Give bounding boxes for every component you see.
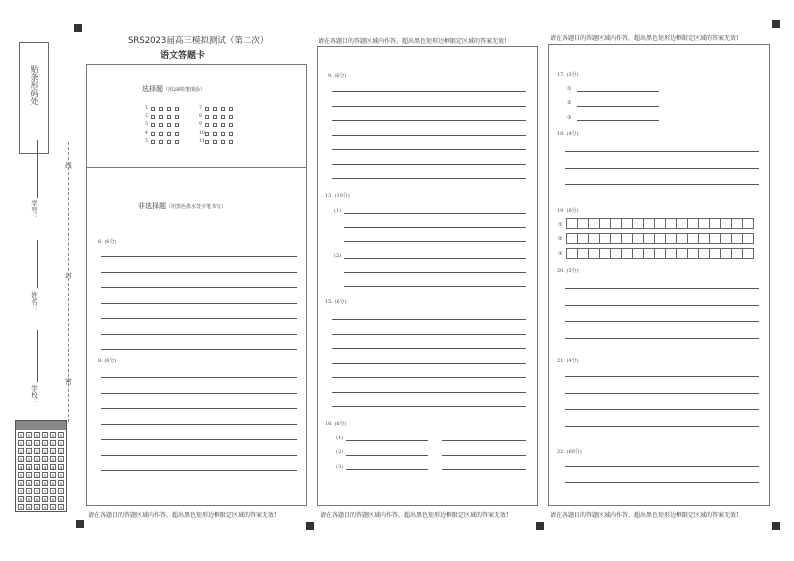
- option-bubble-b[interactable]: [159, 140, 163, 144]
- answer-line[interactable]: [344, 213, 526, 214]
- exam-digit-bubble[interactable]: 1: [59, 441, 63, 446]
- exam-digit-bubble[interactable]: 1: [43, 441, 47, 446]
- exam-digit-bubble[interactable]: 8: [35, 497, 39, 502]
- exam-digit-bubble[interactable]: 5: [19, 473, 23, 478]
- answer-line[interactable]: [346, 455, 428, 456]
- option-bubble-c[interactable]: [167, 107, 171, 111]
- option-bubble-a[interactable]: [151, 107, 155, 111]
- question-number-3: 3: [145, 122, 148, 128]
- option-bubble-c[interactable]: [167, 140, 171, 144]
- answer-line[interactable]: [101, 287, 297, 288]
- option-bubble-a[interactable]: [151, 123, 155, 127]
- q17-part3: ③: [567, 115, 572, 121]
- answer-line[interactable]: [101, 408, 297, 409]
- question-number-7: 7: [199, 106, 202, 111]
- option-bubble-b[interactable]: [213, 115, 217, 119]
- alignment-mark: [74, 24, 82, 32]
- q21-label: 21. (4分): [557, 358, 579, 364]
- option-bubble-b[interactable]: [159, 107, 163, 111]
- exam-digit-bubble[interactable]: 7: [19, 489, 23, 494]
- q6-label: 6. (6分): [98, 239, 117, 245]
- exam-digit-bubble[interactable]: 3: [27, 457, 31, 462]
- answer-line[interactable]: [101, 272, 297, 273]
- question-number-2: 2: [145, 114, 148, 120]
- warning-col2-top: 请在各题目的答题区域内作答，超出黑色矩形边框限定区域的答案无效!: [318, 38, 507, 45]
- answer-line[interactable]: [565, 426, 759, 427]
- alignment-mark: [536, 522, 544, 530]
- exam-digit-bubble[interactable]: 0: [59, 433, 63, 438]
- exam-digit-bubble[interactable]: 8: [27, 497, 31, 502]
- answer-line[interactable]: [332, 348, 526, 349]
- exam-digit-bubble[interactable]: 2: [19, 449, 23, 454]
- exam-digit-bubble[interactable]: 0: [51, 433, 55, 438]
- q13-part2: (2): [334, 253, 342, 259]
- question-number-1: 1: [145, 106, 148, 111]
- q20-label: 20. (5分): [557, 268, 579, 274]
- exam-digit-bubble[interactable]: 7: [59, 489, 63, 494]
- question-number-11: 11: [199, 138, 205, 144]
- answer-line[interactable]: [101, 334, 297, 335]
- char-cell[interactable]: [742, 218, 754, 229]
- answer-line[interactable]: [332, 406, 526, 407]
- exam-digit-bubble[interactable]: 2: [43, 449, 47, 454]
- answer-line[interactable]: [332, 120, 526, 121]
- answer-line[interactable]: [565, 288, 759, 289]
- answer-line[interactable]: [332, 363, 526, 364]
- answer-line[interactable]: [101, 424, 297, 425]
- alignment-mark: [772, 20, 780, 28]
- exam-digit-bubble[interactable]: 6: [19, 481, 23, 486]
- option-bubble-a[interactable]: [205, 115, 209, 119]
- answer-line[interactable]: [101, 439, 297, 440]
- answer-line[interactable]: [565, 168, 759, 169]
- exam-digit-bubble[interactable]: 0: [27, 433, 31, 438]
- answer-line[interactable]: [577, 91, 659, 92]
- warning-col3-top: 请在各题目的答题区域内作答，超出黑色矩形边框限定区域的答案无效!: [550, 35, 739, 42]
- warning-col3-bottom: 请在各题目的答题区域内作答，超出黑色矩形边框限定区域的答案无效!: [550, 512, 739, 519]
- question-number-8: 8: [199, 114, 202, 120]
- exam-digit-bubble[interactable]: 4: [59, 465, 63, 470]
- exam-digit-bubble[interactable]: 4: [43, 465, 47, 470]
- option-bubble-c[interactable]: [167, 115, 171, 119]
- alignment-mark: [76, 520, 84, 528]
- answer-line[interactable]: [442, 440, 526, 441]
- seal-xian: 线: [64, 162, 72, 169]
- char-grid-row[interactable]: [566, 248, 753, 259]
- alignment-mark: [306, 522, 314, 530]
- student-id-line[interactable]: [37, 140, 38, 198]
- option-bubble-b[interactable]: [159, 115, 163, 119]
- nonchoice-hint: （用黑色墨水签字笔书写）: [166, 204, 227, 210]
- answer-line[interactable]: [565, 393, 759, 394]
- choice-divider: [87, 167, 306, 168]
- char-grid-row[interactable]: [566, 233, 753, 244]
- seal-feng: 封: [64, 272, 72, 279]
- answer-line[interactable]: [101, 303, 297, 304]
- answer-line[interactable]: [101, 393, 297, 394]
- exam-digit-bubble[interactable]: 1: [19, 441, 23, 446]
- q16-part3: (3): [336, 464, 344, 470]
- exam-digit-bubble[interactable]: 6: [27, 481, 31, 486]
- answer-line[interactable]: [577, 120, 659, 121]
- q17-part1: ①: [567, 86, 572, 92]
- alignment-mark: [772, 522, 780, 530]
- exam-digit-bubble[interactable]: 8: [19, 497, 23, 502]
- school-label: 学校：: [30, 385, 38, 405]
- option-bubble-a[interactable]: [205, 140, 209, 144]
- option-bubble-c[interactable]: [221, 140, 225, 144]
- option-bubble-b[interactable]: [213, 140, 217, 144]
- option-bubble-c[interactable]: [167, 123, 171, 127]
- answer-panel-2: [317, 46, 538, 506]
- name-label: 姓名：: [30, 292, 38, 312]
- option-bubble-d[interactable]: [175, 115, 179, 119]
- warning-col1: 请在各题目的答题区域内作答，超出黑色矩形边框限定区域的答案无效!: [88, 512, 277, 519]
- exam-digit-bubble[interactable]: 0: [43, 433, 47, 438]
- exam-digit-bubble[interactable]: 1: [35, 441, 39, 446]
- exam-digit-bubble[interactable]: 7: [35, 489, 39, 494]
- answer-line[interactable]: [442, 469, 526, 470]
- answer-line[interactable]: [332, 106, 526, 107]
- q16-part2: (2): [336, 449, 344, 455]
- q9-label: 9. (6分): [328, 73, 347, 79]
- q13-part1: (1): [334, 208, 342, 214]
- q16-label: 16. (6分): [325, 421, 347, 427]
- option-bubble-d[interactable]: [229, 115, 233, 119]
- answer-line[interactable]: [565, 305, 759, 306]
- exam-digit-bubble[interactable]: 7: [51, 489, 55, 494]
- exam-digit-bubble[interactable]: 4: [27, 465, 31, 470]
- answer-line[interactable]: [101, 377, 297, 378]
- option-bubble-b[interactable]: [213, 123, 217, 127]
- exam-digit-bubble[interactable]: 7: [43, 489, 47, 494]
- option-bubble-a[interactable]: [151, 140, 155, 144]
- exam-digit-bubble[interactable]: 8: [59, 497, 63, 502]
- choice-title: [142, 84, 205, 94]
- question-number-10: 10: [199, 130, 205, 136]
- answer-line[interactable]: [332, 149, 526, 150]
- option-bubble-d[interactable]: [175, 107, 179, 111]
- answer-line[interactable]: [565, 184, 759, 185]
- answer-line[interactable]: [344, 272, 526, 273]
- answer-line[interactable]: [442, 455, 526, 456]
- answer-line[interactable]: [332, 91, 526, 92]
- answer-line[interactable]: [565, 338, 759, 339]
- q16-part1: (1): [336, 435, 344, 441]
- answer-line[interactable]: [344, 258, 526, 259]
- answer-line[interactable]: [332, 135, 526, 136]
- answer-line[interactable]: [565, 321, 759, 322]
- answer-line[interactable]: [332, 377, 526, 378]
- question-number-9: 9: [199, 122, 202, 128]
- exam-digit-bubble[interactable]: 6: [59, 481, 63, 486]
- exam-digit-bubble[interactable]: 8: [43, 497, 47, 502]
- name-line[interactable]: [37, 240, 38, 288]
- exam-digit-bubble[interactable]: 5: [27, 473, 31, 478]
- q19-part2: ②: [558, 236, 563, 242]
- exam-digit-bubble[interactable]: 5: [35, 473, 39, 478]
- answer-line[interactable]: [344, 286, 526, 287]
- student-id-label: 学号：: [30, 200, 38, 220]
- exam-digit-bubble[interactable]: 4: [35, 465, 39, 470]
- school-line[interactable]: [37, 330, 38, 382]
- exam-digit-bubble[interactable]: 3: [43, 457, 47, 462]
- char-grid-row[interactable]: [566, 218, 753, 229]
- q19-part1: ①: [558, 222, 563, 228]
- q13-label: 13. (10分): [325, 193, 350, 199]
- q18-label: 18. (4分): [557, 131, 579, 137]
- exam-digit-bubble[interactable]: 9: [51, 505, 55, 510]
- exam-digit-bubble[interactable]: 9: [35, 505, 39, 510]
- answer-line[interactable]: [332, 334, 526, 335]
- warning-col2-bottom: 请在各题目的答题区域内作答，超出黑色矩形边框限定区域的答案无效!: [320, 512, 509, 519]
- choice-hint: （用2B铅笔填涂）: [163, 87, 205, 93]
- answer-panel-3: [548, 44, 770, 506]
- q22-label: 22. (60分): [557, 449, 582, 455]
- option-bubble-c[interactable]: [221, 107, 225, 111]
- char-cell[interactable]: [742, 233, 754, 244]
- option-bubble-d[interactable]: [175, 140, 179, 144]
- answer-line[interactable]: [577, 106, 659, 107]
- exam-digit-bubble[interactable]: 0: [19, 433, 23, 438]
- exam-digit-bubble[interactable]: 4: [19, 465, 23, 470]
- option-bubble-b[interactable]: [159, 123, 163, 127]
- answer-line[interactable]: [332, 178, 526, 179]
- exam-digit-bubble[interactable]: 6: [35, 481, 39, 486]
- exam-digit-bubble[interactable]: 8: [51, 497, 55, 502]
- answer-line[interactable]: [332, 392, 526, 393]
- exam-digit-bubble[interactable]: 7: [27, 489, 31, 494]
- option-bubble-d[interactable]: [229, 107, 233, 111]
- exam-digit-bubble[interactable]: 1: [51, 441, 55, 446]
- answer-line[interactable]: [565, 376, 759, 377]
- answer-line[interactable]: [344, 241, 526, 242]
- answer-line[interactable]: [101, 318, 297, 319]
- nonchoice-title-text: 非选择题: [138, 202, 166, 210]
- card-title: SRS2023届高三模拟测试（第二次）: [128, 36, 269, 46]
- exam-digit-bubble[interactable]: 5: [43, 473, 47, 478]
- exam-digit-bubble[interactable]: 4: [51, 465, 55, 470]
- option-bubble-d[interactable]: [175, 132, 179, 136]
- answer-line[interactable]: [565, 482, 759, 483]
- option-bubble-a[interactable]: [205, 107, 209, 111]
- exam-digit-bubble[interactable]: 9: [27, 505, 31, 510]
- answer-line[interactable]: [332, 164, 526, 165]
- answer-line[interactable]: [346, 469, 428, 470]
- q19-label: 19. (6分): [557, 208, 579, 214]
- answer-line[interactable]: [101, 470, 297, 471]
- option-bubble-c[interactable]: [221, 132, 225, 136]
- question-number-4: 4: [145, 130, 148, 136]
- question-number-5: 5: [145, 138, 148, 144]
- answer-line[interactable]: [344, 227, 526, 228]
- choice-title-text: 选择题: [142, 85, 163, 93]
- answer-line[interactable]: [565, 151, 759, 152]
- exam-digit-bubble[interactable]: 2: [59, 449, 63, 454]
- card-subtitle: 语文答题卡: [160, 51, 206, 61]
- exam-digit-bubble[interactable]: 3: [59, 457, 63, 462]
- seal-mi: 密: [64, 378, 72, 385]
- option-bubble-d[interactable]: [229, 140, 233, 144]
- answer-line[interactable]: [565, 409, 759, 410]
- answer-line[interactable]: [101, 349, 297, 350]
- option-bubble-d[interactable]: [229, 123, 233, 127]
- exam-digit-bubble[interactable]: 9: [43, 505, 47, 510]
- answer-line[interactable]: [101, 455, 297, 456]
- option-bubble-a[interactable]: [151, 132, 155, 136]
- seal-line: [68, 142, 69, 422]
- option-bubble-a[interactable]: [205, 132, 209, 136]
- exam-digit-bubble[interactable]: 9: [19, 505, 23, 510]
- q17-label: 17. (3分): [557, 72, 579, 78]
- exam-digit-bubble[interactable]: 2: [35, 449, 39, 454]
- option-bubble-c[interactable]: [167, 132, 171, 136]
- barcode-area: [19, 42, 49, 154]
- exam-digit-bubble[interactable]: 3: [51, 457, 55, 462]
- answer-line[interactable]: [101, 256, 297, 257]
- exam-digit-bubble[interactable]: 5: [59, 473, 63, 478]
- option-bubble-d[interactable]: [229, 132, 233, 136]
- option-bubble-b[interactable]: [213, 107, 217, 111]
- q19-part3: ③: [558, 251, 563, 257]
- char-cell[interactable]: [742, 248, 754, 259]
- option-bubble-a[interactable]: [205, 123, 209, 127]
- answer-line[interactable]: [332, 319, 526, 320]
- option-bubble-c[interactable]: [221, 123, 225, 127]
- exam-digit-bubble[interactable]: 1: [27, 441, 31, 446]
- exam-digit-bubble[interactable]: 2: [27, 449, 31, 454]
- exam-digit-bubble[interactable]: 6: [43, 481, 47, 486]
- exam-number-header: [16, 421, 66, 430]
- exam-digit-bubble[interactable]: 6: [51, 481, 55, 486]
- barcode-label: 贴条形码处: [30, 65, 39, 105]
- option-bubble-c[interactable]: [221, 115, 225, 119]
- q17-part2: ②: [567, 100, 572, 106]
- exam-digit-bubble[interactable]: 5: [51, 473, 55, 478]
- answer-line[interactable]: [346, 440, 428, 441]
- exam-digit-bubble[interactable]: 0: [35, 433, 39, 438]
- q15-label: 15. (6分): [325, 299, 347, 305]
- nonchoice-title: [138, 201, 226, 211]
- option-bubble-b[interactable]: [213, 132, 217, 136]
- exam-digit-bubble[interactable]: 3: [35, 457, 39, 462]
- option-bubble-d[interactable]: [175, 123, 179, 127]
- exam-digit-bubble[interactable]: 2: [51, 449, 55, 454]
- q8-label: 8. (6分): [98, 358, 117, 364]
- exam-digit-bubble[interactable]: 9: [59, 505, 63, 510]
- option-bubble-a[interactable]: [151, 115, 155, 119]
- exam-digit-bubble[interactable]: 3: [19, 457, 23, 462]
- option-bubble-b[interactable]: [159, 132, 163, 136]
- answer-line[interactable]: [565, 466, 759, 467]
